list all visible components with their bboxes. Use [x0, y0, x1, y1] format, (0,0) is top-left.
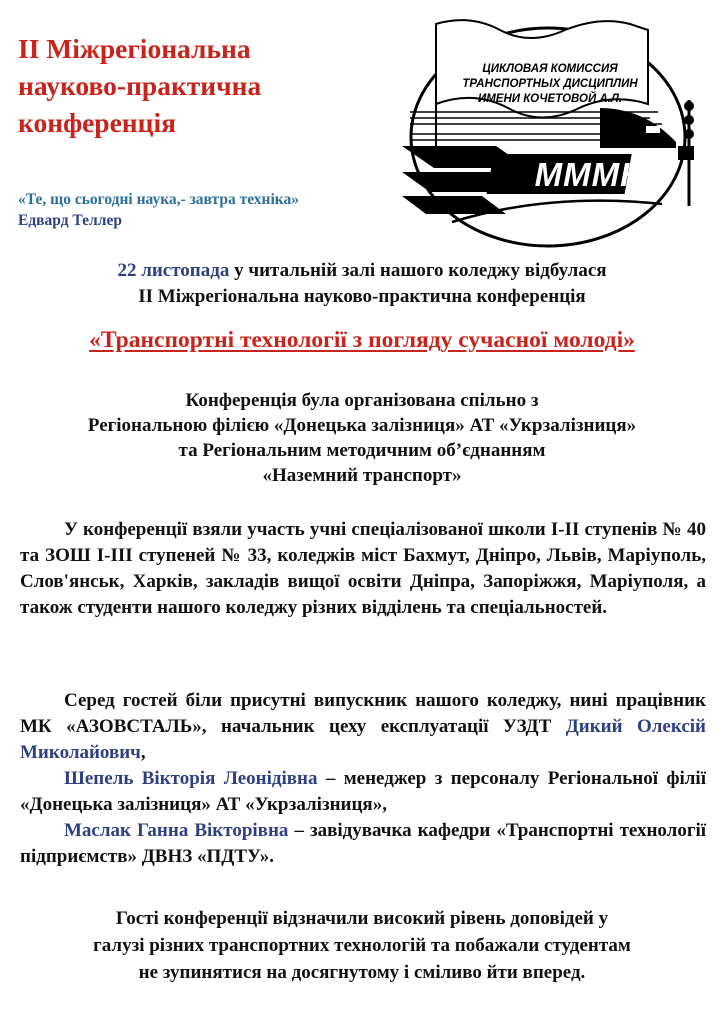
closing-line: не зупинятися на досягнутому і сміливо йти вперед.	[138, 962, 586, 983]
participants-paragraph	[20, 517, 706, 621]
participants-text: У конференції взяли участь учні спеціалізованої школи І-ІІ ступенів № 40 та ЗОШ І-ІІІ ступеней № 33, коледжів міст Бахмут, Дніпро, Львів, Маріуполь, Слов'янськ, Харків, закладів вищої освіти Дніпра, Запоріжжя, Маріуполя, а також студенти нашого коледжу різних відділень та спеціальностей.	[20, 519, 706, 618]
page-title	[18, 30, 398, 141]
organizers-block	[0, 388, 724, 488]
organizers-line: та Регіональним методичним об’єднанням	[178, 440, 546, 461]
guest-1-name: Дикий Олексій Миколайович	[20, 716, 706, 763]
logo-caption-line: ИМЕНИ КОЧЕТОВОЙ А.Л.	[477, 93, 623, 105]
guest-1-text: Серед гостей біли присутні випускник нашого коледжу, нині працівник МК «АЗОВСТАЛЬ», начальник цеху експлуатації УЗДТ	[20, 690, 706, 737]
epigraph-author: Едвард Теллер	[18, 212, 122, 229]
intro-line-1: у читальній залі нашого коледжу відбулася	[229, 260, 607, 281]
guest-3	[20, 818, 706, 870]
title-line: науково-практична	[18, 70, 262, 101]
epigraph	[18, 189, 408, 231]
closing-line: галузі різних транспортних технологій та побажали студентам	[93, 935, 631, 956]
guest-1-suffix: ,	[140, 742, 146, 763]
guest-3-text: – завідувачка кафедри «Транспортні технології підприємств» ДВНЗ «ПДТУ».	[20, 820, 707, 867]
conference-title: «Транспортні технології з погляду сучасної молоді»	[89, 327, 635, 353]
epigraph-text: «Те, що сьогодні наука,- завтра техніка»	[18, 191, 299, 208]
organizers-line: «Наземний транспорт»	[262, 465, 462, 486]
guest-2-text: – менеджер з персоналу Регіональної філії «Донецька залізниця» АТ «Укрзалізниця»,	[20, 768, 706, 815]
logo-caption-line: ЦИКЛОВАЯ КОМИССИЯ	[482, 63, 618, 75]
intro-line-2: ІІ Міжрегіональна науково-практична конференція	[138, 286, 586, 307]
intro-text	[0, 258, 724, 310]
logo-caption-line: ТРАНСПОРТНЫХ ДИСЦИПЛИН	[462, 78, 638, 90]
guest-2-name: Шепель Вікторія Леонідівна	[64, 768, 318, 789]
organizers-line: Конференція була організована спільно з	[185, 390, 539, 411]
guest-3-name: Маслак Ганна Вікторівна	[64, 820, 289, 841]
guests-paragraph	[20, 688, 706, 870]
title-line: ІІ Міжрегіональна	[18, 33, 251, 64]
guest-1	[20, 688, 706, 766]
closing-line: Гості конференції відзначили високий рівень доповідей у	[115, 908, 609, 929]
closing-paragraph	[0, 905, 724, 986]
logo-abbreviation: ММMК	[534, 156, 642, 193]
mmmk-logo	[400, 16, 704, 251]
organizers-line: Регіональною філією «Донецька залізниця» АТ «Укрзалізниця»	[87, 415, 637, 436]
title-line: конференція	[18, 107, 177, 138]
event-date: 22 листопада	[117, 260, 230, 281]
guest-2	[20, 766, 706, 818]
